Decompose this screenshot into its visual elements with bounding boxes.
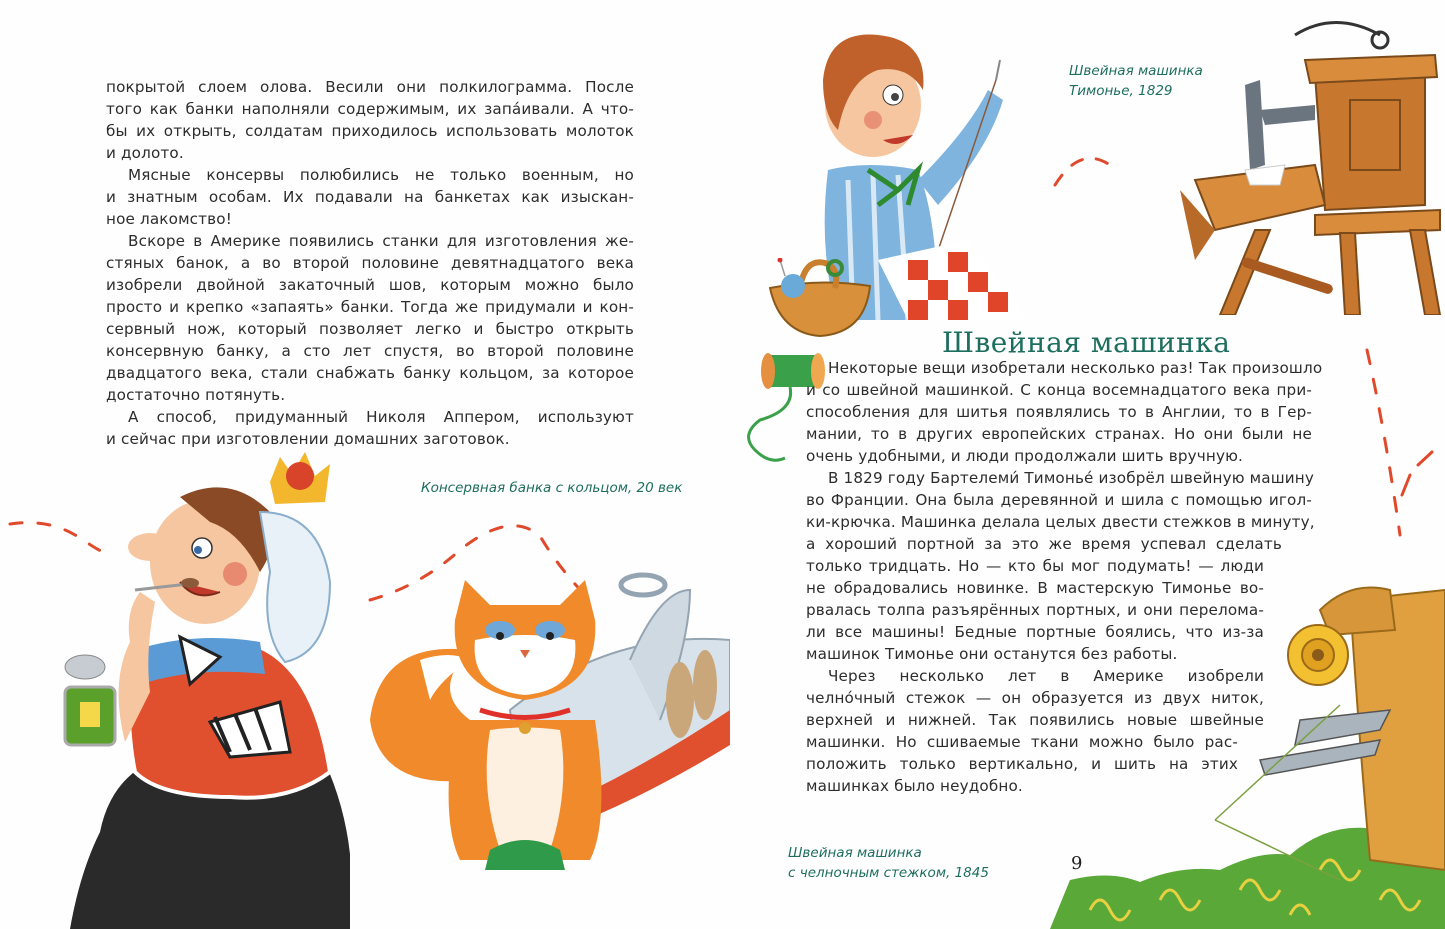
queen-eating-from-can-illustration (30, 452, 350, 929)
text-line: ное лакомство! (106, 210, 232, 228)
text-line: консервную банку, а сто лет спустя, во второй половине (106, 342, 634, 360)
timonier-wooden-sewing-machine-illustration (1175, 15, 1445, 315)
text-line: просто и крепко «запаять» банки. Тогда же придумали и кон- (106, 298, 634, 316)
cat-with-sardine-can-illustration (360, 560, 730, 880)
caption-shuttle-stitch-machine: Швейная машинка с челночным стежком, 1845 (788, 845, 989, 881)
caption-can-with-ring: Консервная банка с кольцом, 20 век (421, 480, 683, 496)
caption-timonier-machine: Швейная машинка Тимонье, 1829 (1069, 63, 1203, 99)
text-line: А способ, придуманный Николя Аппером, используют (128, 408, 634, 426)
text-line: Вскоре в Америке появились станки для изготовления же- (128, 232, 634, 250)
text-line: не обрадовались новинке. В мастерскую Тимонье во- (806, 579, 1264, 597)
text-line: а хороший портной за это же время успевал сделать (806, 535, 1282, 553)
sewing-basket-illustration (765, 258, 875, 338)
dashed-path-decoration (1050, 150, 1130, 190)
text-line: и долото. (106, 144, 184, 162)
text-line: В 1829 году Бартелеми́ Тимонье́ изобрёл швейную машину (828, 469, 1314, 487)
text-line: и со швейной машинкой. С конца восемнадцатого века при- (806, 381, 1312, 399)
text-line: только тридцать. Но — кто бы мог подумать! — люди (806, 557, 1264, 575)
text-line: во Франции. Она была деревянной и шила с помощью игол- (806, 491, 1312, 509)
text-line: ки-крючка. Машинка делала целых двести стежков в минуту, (806, 513, 1315, 531)
text-line: сервный нож, который позволяет легко и быстро открыть (106, 320, 634, 338)
text-line: машинок Тимонье они останутся без работы. (806, 645, 1178, 663)
text-line: бы их открыть, солдатам приходилось использовать молоток (106, 122, 634, 140)
text-line: достаточно потянуть. (106, 386, 286, 404)
text-line: способления для шитья появлялись то в Англии, то в Гер- (806, 403, 1312, 421)
text-line: и сейчас при изготовлении домашних заготовок. (106, 430, 510, 448)
text-line: машинках было неудобно. (806, 777, 1023, 795)
text-line: положить только вертикально, и шить на этих (806, 755, 1238, 773)
section-heading: Швейная машинка (942, 326, 1231, 359)
text-line: рвалась толпа разъярённых портных, и они перелома- (806, 601, 1264, 619)
text-line: мании, то в других европейских странах. Но они были не (806, 425, 1312, 443)
text-line: очень удобными, и люди продолжали шить вручную. (806, 447, 1244, 465)
text-line: Некоторые вещи изобретали несколько раз! Так произошло (828, 359, 1323, 377)
text-line: и знатным особам. Их подавали на банкетах как изыскан- (106, 188, 634, 206)
text-line: Через несколько лет в Америке изобрели (828, 667, 1264, 685)
shuttle-stitch-sewing-machine-illustration (1050, 570, 1445, 929)
text-line: ли все машины! Бедные портные боялись, что из-за (806, 623, 1264, 641)
text-line: Мясные консервы полюбились не только военным, но (128, 166, 634, 184)
text-line: машинки. Но сшиваемые ткани можно было рас- (806, 733, 1238, 751)
page-number: 9 (1071, 853, 1083, 874)
text-line: изобрели двойной закаточный шов, которым можно было (106, 276, 634, 294)
text-line: челно́чный стежок — он образуется из двух ниток, (806, 689, 1264, 707)
left-page-text (106, 76, 634, 450)
text-line: того как банки наполняли содержимым, их запа́ивали. А что- (106, 100, 634, 118)
text-line: покрытой слоем олова. Весили они полкилограмма. После (106, 78, 634, 96)
dashed-path-decoration (1360, 340, 1440, 590)
text-line: двадцатого века, стали снабжать банку кольцом, за которое (106, 364, 634, 382)
text-line: верхней и нижней. Так появились новые швейные (806, 711, 1264, 729)
text-line: стяных банок, а во второй половине девятнадцатого века (106, 254, 634, 272)
